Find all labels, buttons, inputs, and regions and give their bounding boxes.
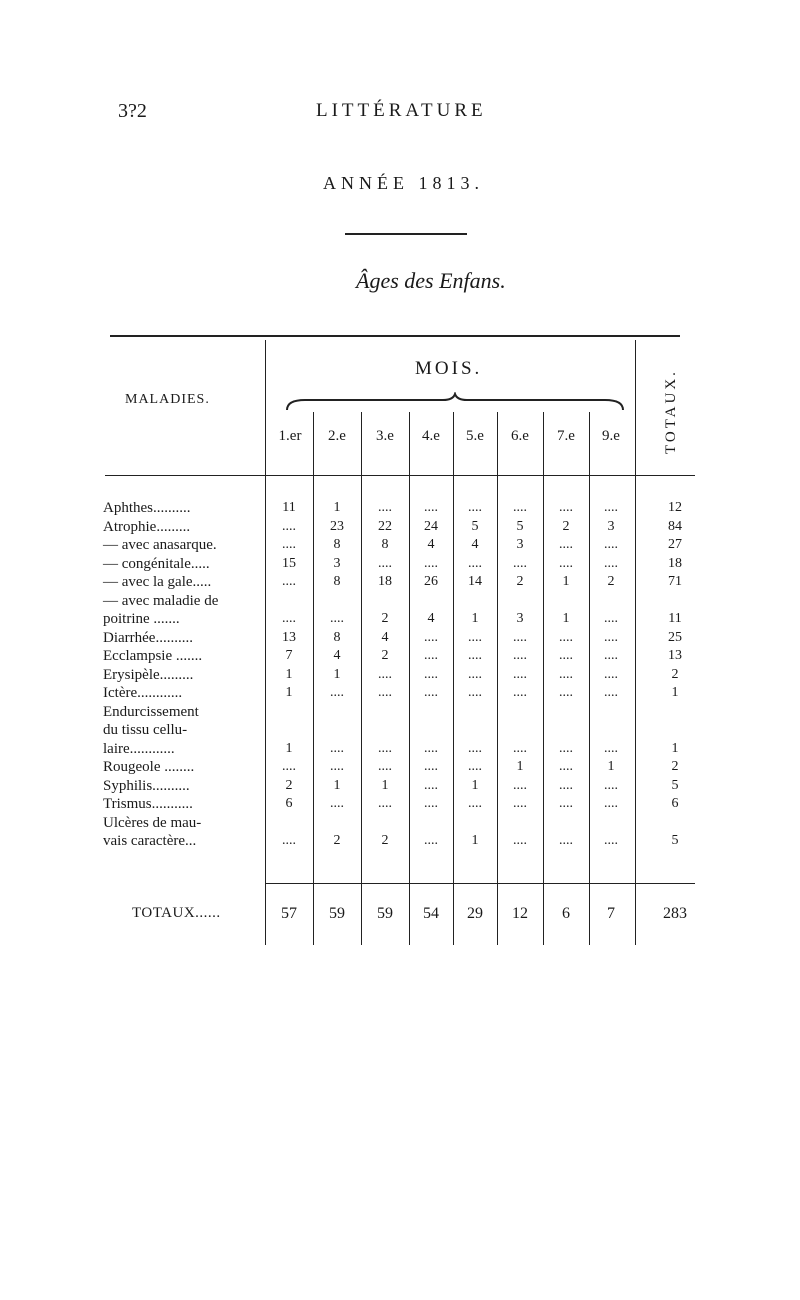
table-cell: 3 [516, 611, 524, 626]
table-cell: 3 [607, 518, 615, 534]
table-cell: .... [378, 666, 392, 682]
table-cell: .... [604, 500, 618, 515]
row-total: 71 [668, 574, 682, 589]
table-cell: .... [424, 555, 438, 571]
column-total: 57 [281, 905, 297, 922]
table-cell: .... [468, 685, 482, 700]
table-cell: .... [424, 740, 438, 756]
table-cell: .... [513, 629, 527, 645]
table-cell: 7 [285, 648, 293, 663]
group-header-label: MOIS. [415, 358, 483, 379]
table-cell: .... [513, 648, 527, 663]
disease-label: Ulcères de mau- [103, 814, 202, 831]
table-cell: .... [559, 629, 573, 645]
disease-label: Endurcissement [103, 703, 199, 720]
table-cell: 1 [333, 777, 341, 793]
table-cell: .... [468, 740, 482, 756]
table-cell: .... [330, 759, 344, 774]
table-cell: .... [282, 574, 296, 589]
table-cell: .... [604, 555, 618, 571]
table-cell: .... [282, 759, 296, 774]
table-cell: 11 [282, 500, 296, 515]
table-cell: .... [424, 648, 438, 663]
disease-label: — avec maladie de [103, 592, 219, 609]
table-cell: .... [604, 685, 618, 700]
month-header: 1.er [278, 428, 302, 444]
table-cell: 2 [516, 574, 524, 589]
table-cell: 1 [333, 666, 341, 682]
curly-brace [285, 392, 625, 412]
table-cell: 3 [516, 537, 524, 552]
col-divider-7 [589, 412, 590, 945]
row-total: 2 [671, 759, 679, 774]
table-cell: .... [330, 611, 344, 626]
row-total: 5 [671, 777, 679, 793]
row-total: 5 [671, 833, 679, 848]
title-rule [345, 233, 467, 235]
disease-label: — congénitale..... [103, 555, 210, 572]
table-cell: .... [424, 629, 438, 645]
table-cell: .... [378, 685, 392, 700]
table-cell: .... [468, 648, 482, 663]
table-cell: 15 [282, 555, 296, 571]
table-cell: .... [604, 537, 618, 552]
disease-label: — avec la gale..... [103, 574, 212, 590]
table-cell: .... [604, 796, 618, 811]
table-cell: .... [513, 796, 527, 811]
total-header-label: TOTAUX. [663, 369, 679, 454]
table-cell: .... [559, 796, 573, 811]
row-total: 12 [668, 500, 682, 515]
table-cell: 8 [381, 537, 389, 552]
table-cell: .... [282, 537, 296, 552]
disease-label: Erysipèle......... [103, 666, 194, 683]
table-cell: 13 [282, 629, 296, 645]
table-top-rule [110, 335, 680, 337]
table-cell: .... [559, 777, 573, 793]
table-cell: .... [424, 833, 438, 848]
table-cell: 8 [333, 537, 341, 552]
row-header-label: MALADIES. [125, 392, 210, 407]
table-cell: 8 [333, 629, 341, 645]
table-cell: .... [468, 796, 482, 811]
column-total: 12 [512, 905, 528, 922]
column-separator-right [635, 340, 636, 945]
table-cell: 2 [285, 777, 293, 793]
disease-label: du tissu cellu- [103, 722, 188, 738]
table-cell: 1 [471, 611, 479, 626]
table-cell: .... [513, 833, 527, 848]
table-cell: 2 [333, 833, 341, 848]
month-header: 3.e [376, 428, 394, 444]
table-cell: 18 [378, 574, 392, 589]
table-cell: .... [378, 759, 392, 774]
year-heading: ANNÉE 1813. [323, 173, 484, 193]
table-cell: 6 [285, 796, 293, 811]
table-cell: .... [559, 833, 573, 848]
table-cell: 4 [427, 611, 435, 626]
table-cell: .... [604, 777, 618, 793]
table-cell: 1 [471, 777, 479, 793]
table-cell: .... [330, 685, 344, 700]
row-total: 6 [671, 796, 679, 811]
row-total: 25 [668, 629, 682, 645]
table-cell: 1 [285, 666, 293, 682]
table-cell: 2 [381, 611, 389, 626]
table-cell: .... [604, 648, 618, 663]
table-cell: .... [604, 740, 618, 756]
row-total: 11 [668, 611, 682, 626]
table-cell: .... [559, 537, 573, 552]
month-header: 6.e [511, 428, 529, 444]
table-cell: 1 [285, 685, 293, 700]
month-header: 2.e [328, 428, 346, 444]
table-cell: .... [378, 796, 392, 811]
table-cell: .... [559, 759, 573, 774]
table-cell: 2 [562, 518, 570, 534]
table-cell: 3 [333, 555, 341, 571]
disease-label: Trismus........... [103, 796, 193, 812]
table-cell: 2 [381, 833, 389, 848]
table-cell: 26 [424, 574, 438, 589]
table-cell: 1 [562, 574, 570, 589]
grand-total: 283 [663, 905, 687, 922]
column-total: 54 [423, 905, 439, 922]
disease-label: poitrine ....... [103, 611, 180, 627]
table-cell: 2 [381, 648, 389, 663]
col-divider-6 [543, 412, 544, 945]
disease-label: vais caractère... [103, 833, 197, 849]
table-cell: .... [424, 666, 438, 682]
disease-label: Syphilis.......... [103, 777, 190, 794]
table-cell: .... [378, 500, 392, 515]
table-cell: 23 [330, 518, 344, 534]
table-cell: 2 [607, 574, 615, 589]
subtitle: Âges des Enfans. [356, 268, 506, 293]
row-total: 1 [671, 740, 679, 756]
row-total: 1 [671, 685, 679, 700]
table-cell: .... [468, 666, 482, 682]
disease-label: Atrophie......... [103, 518, 191, 535]
table-cell: 4 [381, 629, 389, 645]
table-cell: .... [559, 648, 573, 663]
table-cell: 4 [427, 537, 435, 552]
disease-label: — avec anasarque. [103, 537, 217, 553]
table-cell: .... [559, 740, 573, 756]
month-header: 4.e [422, 428, 440, 444]
table-cell: .... [604, 833, 618, 848]
row-total: 13 [668, 648, 682, 663]
table-cell: .... [282, 611, 296, 626]
table-cell: .... [378, 740, 392, 756]
table-cell: .... [604, 611, 618, 626]
table-cell: .... [559, 685, 573, 700]
disease-label: Aphthes.......... [103, 500, 191, 516]
table-cell: .... [424, 500, 438, 515]
month-header: 9.e [602, 428, 620, 444]
disease-label: Rougeole ........ [103, 759, 195, 775]
col-divider-5 [497, 412, 498, 945]
table-cell: .... [513, 500, 527, 515]
table-cell: .... [513, 740, 527, 756]
disease-label: Ecclampsie ....... [103, 648, 203, 664]
table-totals-rule [265, 883, 695, 884]
table-cell: 22 [378, 518, 392, 534]
col-divider-2 [361, 412, 362, 945]
row-total: 84 [668, 518, 682, 534]
table-cell: .... [559, 500, 573, 515]
table-cell: 1 [471, 833, 479, 848]
table-cell: .... [513, 777, 527, 793]
table-header-rule [105, 475, 695, 476]
table-cell: 1 [607, 759, 615, 774]
column-total: 7 [607, 905, 615, 922]
table-cell: .... [330, 796, 344, 811]
table-cell: 1 [333, 500, 341, 515]
col-divider-1 [313, 412, 314, 945]
row-total: 27 [668, 537, 682, 552]
table-cell: 8 [333, 574, 341, 589]
table-cell: .... [424, 796, 438, 811]
disease-label: Ictère............ [103, 685, 183, 701]
row-total: 2 [671, 666, 679, 682]
table-cell: .... [604, 666, 618, 682]
table-cell: .... [282, 833, 296, 848]
table-cell: 1 [381, 777, 389, 793]
table-cell: .... [559, 555, 573, 571]
table-cell: .... [424, 777, 438, 793]
disease-label: Diarrhée.......... [103, 629, 193, 646]
column-separator-left [265, 340, 266, 945]
table-cell: .... [513, 555, 527, 571]
table-cell: 1 [285, 740, 293, 756]
table-cell: 1 [562, 611, 570, 626]
col-divider-3 [409, 412, 410, 945]
table-cell: 5 [516, 518, 524, 534]
table-cell: .... [424, 685, 438, 700]
totals-label: TOTAUX...... [132, 905, 221, 921]
table-cell: 5 [471, 518, 479, 534]
table-cell: .... [282, 518, 296, 534]
running-head: LITTÉRATURE [316, 100, 487, 121]
column-total: 6 [562, 905, 570, 922]
table-cell: .... [468, 500, 482, 515]
table-cell: 24 [424, 518, 438, 534]
disease-label: laire............ [103, 740, 175, 757]
column-total: 59 [329, 905, 345, 922]
table-cell: .... [513, 666, 527, 682]
month-header: 5.e [466, 428, 484, 444]
table-cell: .... [604, 629, 618, 645]
month-header: 7.e [557, 428, 575, 444]
table-cell: 14 [468, 574, 482, 589]
page-number: 3?2 [118, 100, 147, 122]
table-cell: .... [468, 629, 482, 645]
table-cell: 4 [471, 537, 479, 552]
table-cell: .... [513, 685, 527, 700]
col-divider-4 [453, 412, 454, 945]
table-cell: .... [330, 740, 344, 756]
table-cell: 4 [333, 648, 341, 663]
column-total: 29 [467, 905, 483, 922]
table-cell: .... [468, 759, 482, 774]
table-cell: .... [468, 555, 482, 571]
table-cell: .... [378, 555, 392, 571]
row-total: 18 [668, 555, 682, 571]
table-cell: .... [424, 759, 438, 774]
column-total: 59 [377, 905, 393, 922]
table-cell: 1 [516, 759, 524, 774]
table-cell: .... [559, 666, 573, 682]
